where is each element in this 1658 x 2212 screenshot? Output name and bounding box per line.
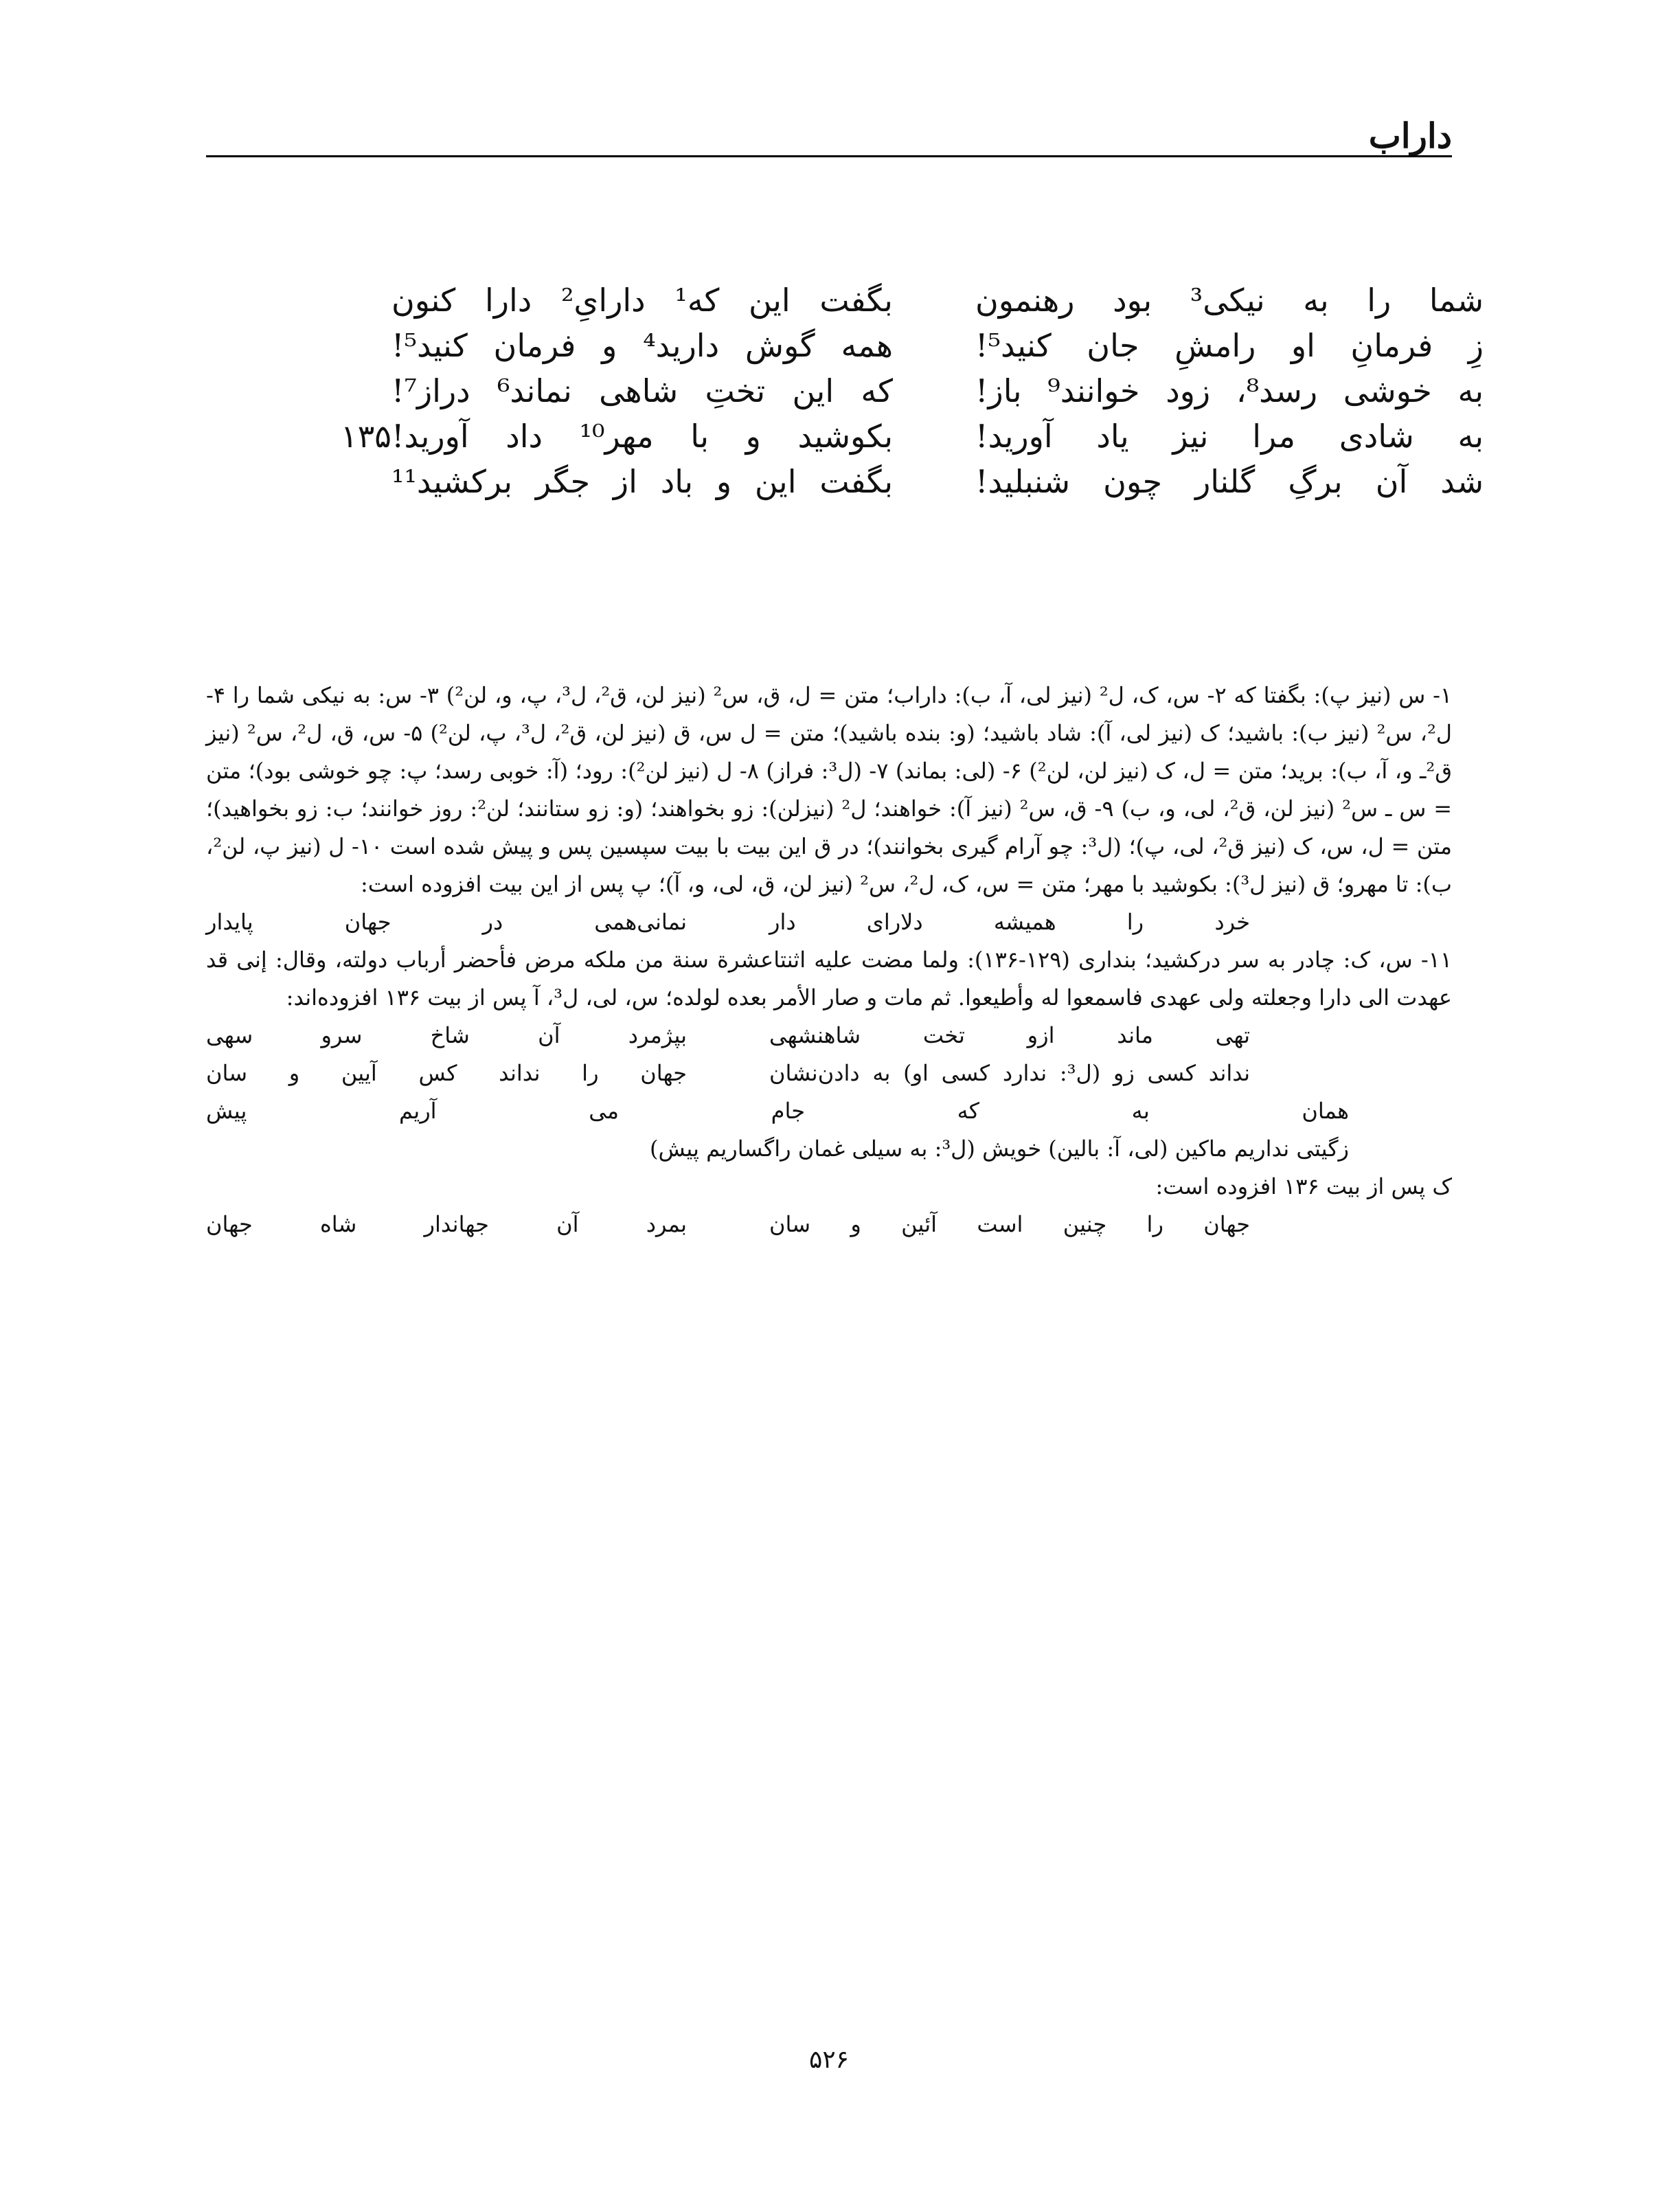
footnote-paragraph: ۱۱- س، ک: چادر به سر درکشید؛ بنداری (۱۲۹-۱۳۶): ولما مضت علیه اثنتاعشرة سنة من ملکه مرض فأحضر أرباب دولته، وقال: إنی قد عهدت الی دارا وجعلته ولی عهدی فاسمعوا له وأطیعوا. ثم مات و صار الأمر بعده لولده؛ س، لی، ل³، آ پس از بیت ۱۳۶ افزوده‌اند:: [206, 947, 1453, 1011]
footnote-verse-line: زگیتی نداریم ماکین (لی، آ: بالین) خویش (ل³: به سیلی غمان راگساریم پیش): [650, 1136, 1349, 1162]
footnote-verse: نمانی‌همی در جهان پایدار خرد را همیشه دلارای دار: [206, 909, 1250, 935]
poem-block: [302, 282, 1484, 508]
hemistich-second: به خوشی رسد⁸، زود خوانند⁹ باز!: [975, 372, 1484, 409]
hemistich-second: زِ فرمانِ او رامشِ جان کنید⁵!: [975, 327, 1484, 364]
hemistich-second: به شادی مرا نیز یاد آورید!: [975, 418, 1484, 455]
verse-number: ۱۳۵: [340, 418, 391, 455]
page-number: ۵۲۶: [808, 2046, 849, 2074]
footnote-verse: بپژمرد آن شاخ سرو سهی تهی ماند ازو تخت شاهنشهی: [206, 1022, 1250, 1048]
hemistich-second: شما را به نیکی³ بود رهنمون: [975, 282, 1484, 319]
hemistich-first: بگفت این و باد از جگر برکشید¹¹: [391, 463, 893, 500]
hemistich-first: بکوشید و با مهر¹⁰ داد آورید!: [391, 418, 893, 455]
hemistich-first: همه گوش دارید⁴ و فرمان کنید⁵!: [391, 327, 893, 364]
running-header-title: داراب: [1368, 115, 1452, 156]
header-rule: [206, 155, 1452, 157]
verse-row: [302, 282, 1484, 327]
footnote-verse: بمرد آن جهاندار شاه جهان جهان را چنین است آئین و سان: [206, 1211, 1250, 1237]
footnote-paragraph: ک پس از بیت ۱۳۶ افزوده است:: [1155, 1173, 1452, 1199]
hemistich-second: شد آن برگِ گلنار چون شنبلید!: [975, 463, 1484, 500]
footnote-paragraph: ۱- س (نیز پ): بگفتا که ۲- س، ک، ل² (نیز لی، آ، ب): داراب؛ متن = ل، ق، س² (نیز لن، ق²، ل³، پ، و، لن²) ۳- س: به نیکی شما را ۴- ل²، س² (نیز ب): باشید؛ ک (نیز لی، آ): شاد باشید؛ (و: بنده باشید)؛ متن = ل س، ق (نیز لن، ق²، ل³، پ، لن²) ۵- س، ق، ل²، س² (نیز ق²ـ و، آ، ب): برید؛ متن = ل، ک (نیز لن، لن²) ۶- (لی: بماند) ۷- (ل³: فراز) ۸- ل (نیز لن²): رود؛ (آ: خوبی رسد؛ پ: چو خوشی بود)؛ متن = س ـ س² (نیز لن، ق²، لی، و، ب) ۹- ق، س² (نیز آ): خواهند؛ ل² (نیزلن): زو بخواهند؛ (و: زو ستانند؛ لن²: روز خوانند؛ ب: زو بخواهید)؛ متن = ل، س، ک (نیز ق²، لی، پ)؛ (ل³: چو آرام گیری بخوانند)؛ در ق این بیت با بیت سپسین پس و پیش شده است ۱۰- ل (نیز پ، لن²، ب): تا مهرو؛ ق (نیز ل³): بکوشید با مهر؛ متن = س، ک، ل²، س² (نیز لن، ق، لی، و، آ)؛ پ پس از این بیت افزوده است:: [206, 682, 1453, 897]
footnote-verse-line: همان به که جام می آریم پیش: [206, 1098, 1349, 1124]
verse-row: [302, 463, 1484, 508]
verse-row: [302, 372, 1484, 418]
hemistich-first: که این تختِ شاهی نماند⁶ دراز⁷!: [391, 372, 893, 409]
verse-row: [302, 327, 1484, 372]
footnotes: [206, 677, 1452, 1243]
footnote-verse: جهان را نداند کس آیین و سان نداند کسی زو (ل³: ندارد کسی او) به دادن‌نشان: [206, 1060, 1251, 1086]
hemistich-first: بگفت این که¹ دارایِ² دارا کنون: [391, 282, 893, 319]
verse-row: [302, 418, 1484, 463]
